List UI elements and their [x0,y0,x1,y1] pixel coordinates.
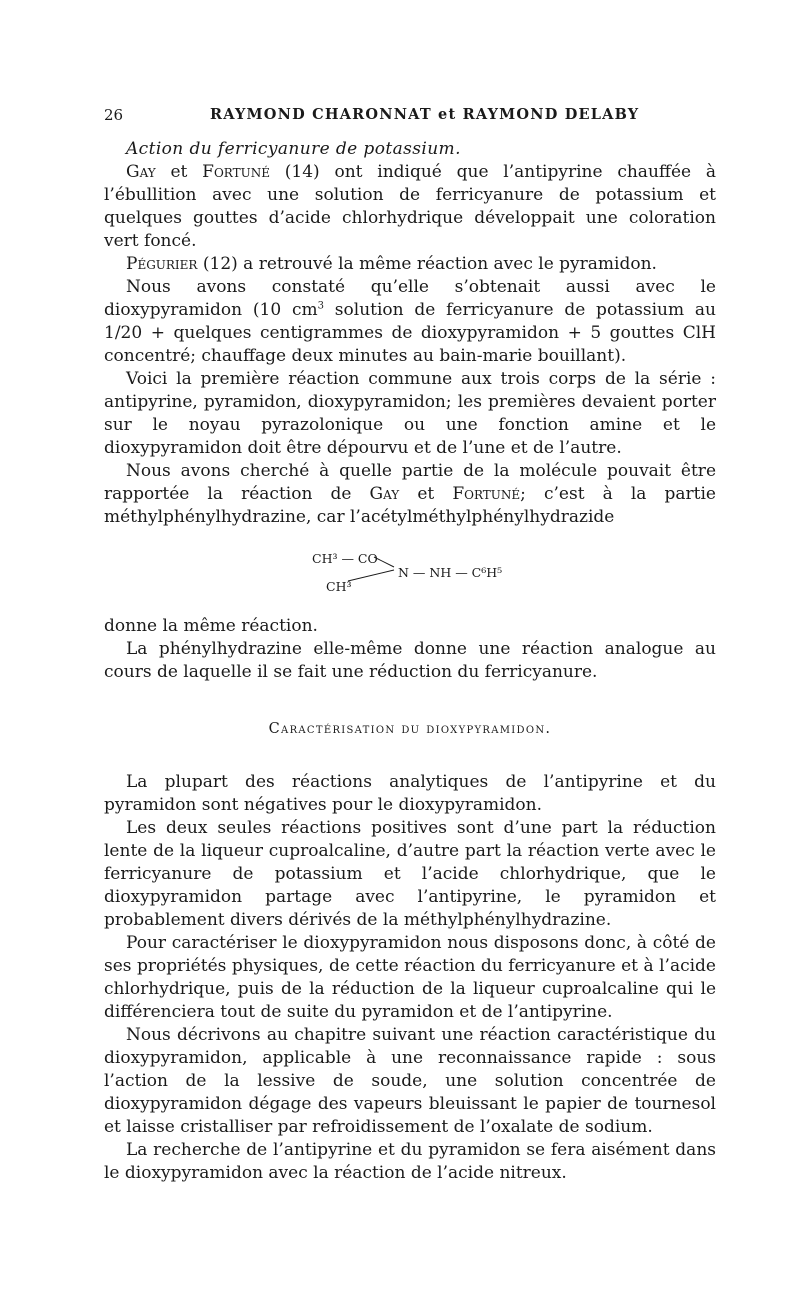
author-name: Fortuné [452,484,521,504]
page-number: 26 [104,106,124,124]
formula-bottom: CH³ [326,579,352,594]
section-heading: Caractérisation du dioxypyramidon. [268,721,552,737]
author-name: Fortuné [202,162,270,182]
subsection-title: Action du ferricyanure de potassium. [126,139,461,159]
paragraph-characteristic-reaction: Nous décrivons au chapitre suivant une réaction caractéristique du dioxypyramidon, applicable à une reconnaissance rapide : sous l’action de la lessive de soude, une solution concentrée de dioxypyramidon dégage des vapeurs bleuissant le papier de tournesol et laisse cristalliser par refroidissement de l’oxalate de sodium. [104,1025,716,1137]
paragraph-same-reaction: donne la même réaction. [104,616,318,636]
paragraph-positive-reactions: Les deux seules réactions positives sont d’une part la réduction lente de la liqueur cuproalcaline, d’autre part la réaction verte avec le ferricyanure de potassium et l’acide chlorhydrique, que le dioxypyramidon partage avec l’antipyrine, le pyramidon et probablement divers dérivés de la méthylphénylhydrazine. [104,818,716,930]
author-name: Gay [369,484,400,504]
paragraph-negative-reactions: La plupart des réactions analytiques de l’antipyrine et du pyramidon sont négatives pour le dioxypyramidon. [104,772,716,815]
formula-top: CH³ — CO [312,551,378,566]
paragraph-phenylhydrazine: La phénylhydrazine elle-même donne une réaction analogue au cours de laquelle il se fait une réduction du ferricyanure. [104,639,716,682]
paragraph-nitrous-acid: La recherche de l’antipyrine et du pyramidon se fera aisément dans le dioxypyramidon avec la réaction de l’acide nitreux. [104,1140,716,1183]
bond-line [374,557,394,567]
paragraph-characterize: Pour caractériser le dioxypyramidon nous disposons donc, à côté de ses propriétés physiques, de cette réaction du ferricyanure et à l’acide chlorhydrique, puis de la réduction de la liqueur cuproalcaline qui le différenciera tout de suite du pyramidon et de l’antipyrine. [104,933,716,1022]
formula-bonds [104,545,424,605]
chemical-formula [104,545,716,605]
running-title: RAYMOND CHARONNAT et RAYMOND DELABY [210,106,640,123]
page-header [104,106,716,128]
paragraph-dioxypyramidon-test: Nous avons constaté qu’elle s’obtenait aussi avec le dioxypyramidon (10 $cm^3$ solution de ferricyanure de potassium au 1/20 + quelques centigrammes de dioxypyramidon + 5 gouttes ClH concentré; chauffage deux minutes au bain-marie bouillant). [104,277,716,366]
paragraph-gay-fortune: Gay et Fortuné (14) ont indiqué que l’antipyrine chauffée à l’ébullition avec une solution de ferricyanure de potassium et quelques gouttes d’acide chlorhydrique développait une coloration vert foncé. [104,162,717,251]
author-name: Pégurier [126,254,198,274]
bond-line [348,570,394,581]
page-body [104,138,716,1185]
formula-right: N — NH — C⁶H⁵ [398,565,503,580]
paragraph-common-reaction: Voici la première réaction commune aux trois corps de la série : antipyrine, pyramidon, dioxypyramidon; les premières devaient porter sur le noyau pyrazolonique ou une fonction amine et le dioxypyramidon doit être dépourvu et de l’une et de l’autre. [104,369,716,458]
author-name: Gay [126,162,156,182]
paragraph-pegurier: Pégurier (12) a retrouvé la même réaction avec le pyramidon. [126,254,657,274]
paragraph-molecule-part: Nous avons cherché à quelle partie de la molécule pouvait être rapportée la réaction de Gay et Fortuné; c’est à la partie méthylphénylhydrazine, car l’acétylméthylphénylhydrazide [104,461,716,527]
